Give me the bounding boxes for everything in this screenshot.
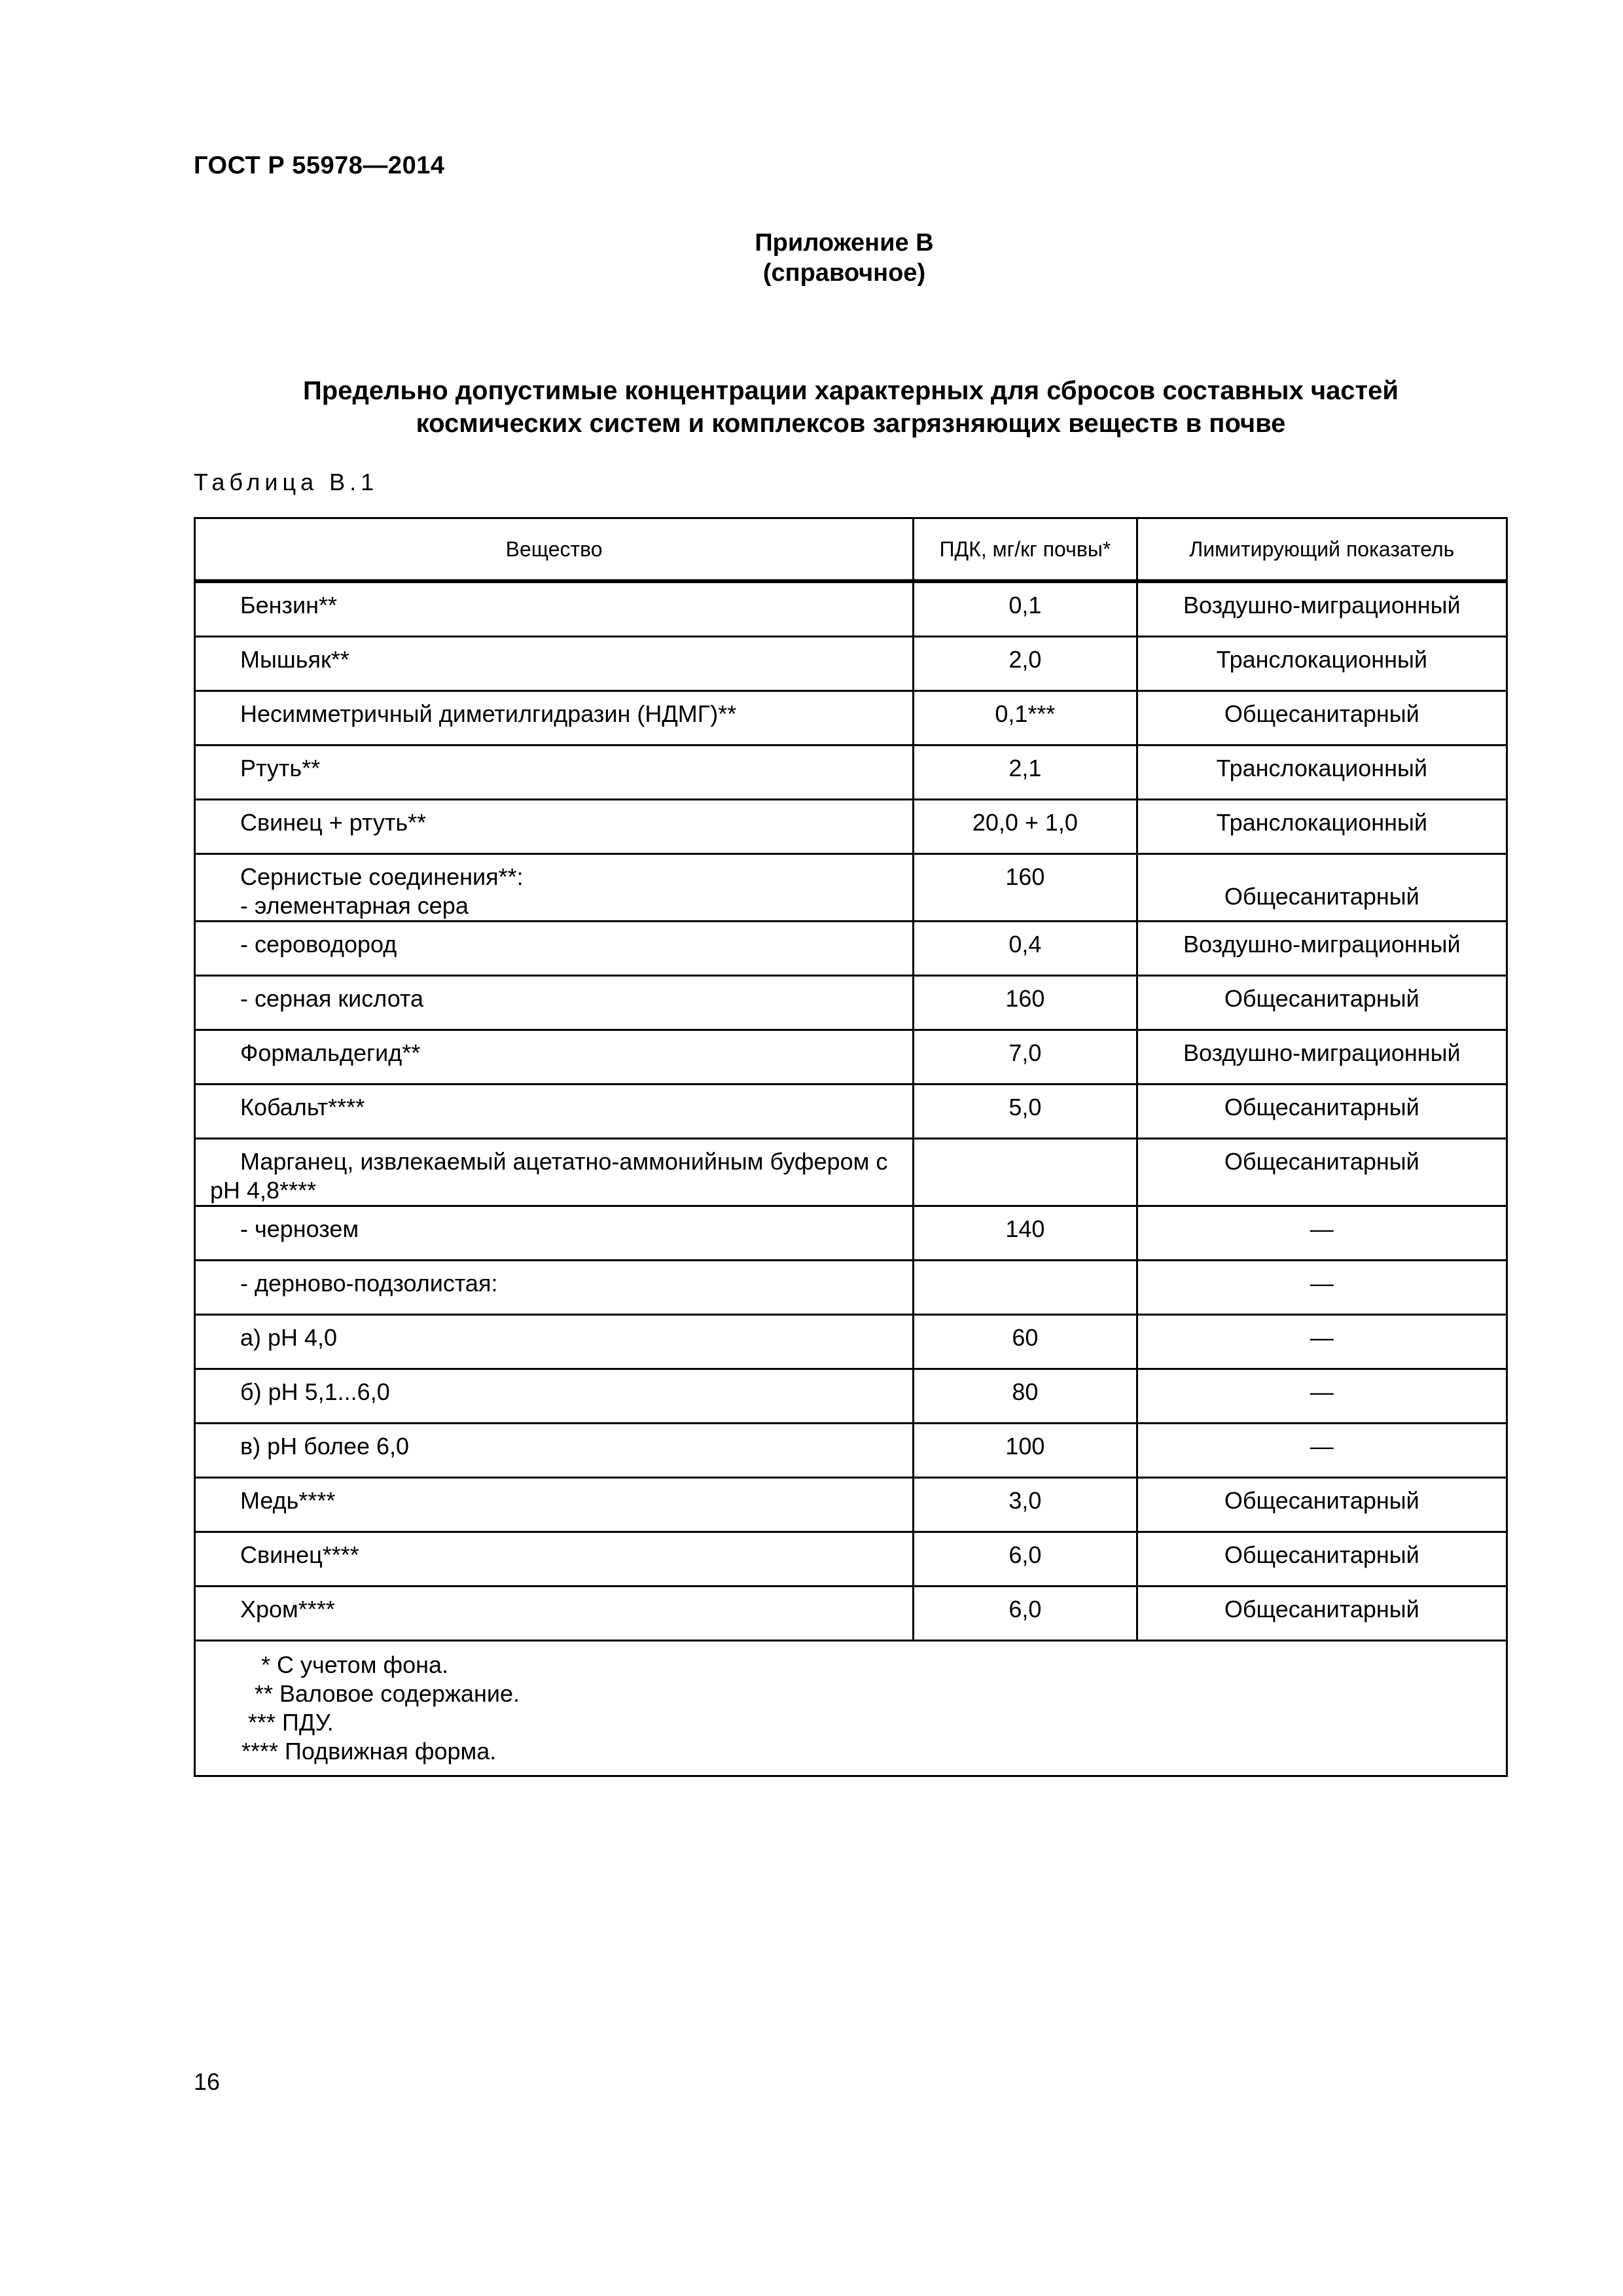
cell-mpc: 3,0 (914, 1478, 1137, 1532)
cell-mpc: 160 (914, 976, 1137, 1030)
note-mobile-form: **** Подвижная форма. (241, 1738, 497, 1765)
cell-indicator: Общесанитарный (1137, 1478, 1507, 1532)
cell-mpc (914, 1139, 1137, 1206)
cell-substance: Формальдегид** (195, 1030, 914, 1085)
cell-indicator: Общесанитарный (1137, 976, 1507, 1030)
cell-substance: Свинец**** (195, 1532, 914, 1587)
cell-indicator: Общесанитарный (1137, 854, 1507, 922)
cell-substance: Свинец + ртуть** (195, 800, 914, 854)
cell-mpc: 7,0 (914, 1030, 1137, 1085)
note-pdu: *** ПДУ. (241, 1709, 334, 1736)
cell-indicator: Транслокационный (1137, 637, 1507, 691)
cell-mpc: 140 (914, 1206, 1137, 1261)
cell-indicator: — (1137, 1206, 1507, 1261)
cell-substance-line2: - элементарная сера (240, 892, 469, 919)
table-row (195, 1369, 1507, 1424)
cell-indicator: — (1137, 1424, 1507, 1478)
table-row (195, 1424, 1507, 1478)
table-row (195, 1261, 1507, 1315)
cell-mpc: 5,0 (914, 1085, 1137, 1139)
cell-mpc: 6,0 (914, 1532, 1137, 1587)
table-row (195, 1085, 1507, 1139)
cell-indicator: Воздушно-миграционный (1137, 922, 1507, 976)
table-row (195, 1206, 1507, 1261)
table-row (195, 922, 1507, 976)
cell-substance: Хром**** (195, 1587, 914, 1641)
appendix-subtitle: (справочное) (762, 259, 926, 287)
cell-indicator: Воздушно-миграционный (1137, 1030, 1507, 1085)
cell-substance: б) рН 5,1...6,0 (195, 1369, 914, 1424)
table-row (195, 1587, 1507, 1641)
cell-substance: - серная кислота (195, 976, 914, 1030)
document-title-line2: космических систем и комплексов загрязняющих веществ в почве (416, 409, 1286, 438)
cell-substance: Кобальт**** (195, 1085, 914, 1139)
table-row (195, 745, 1507, 800)
cell-indicator: Общесанитарный (1137, 1139, 1507, 1206)
table-row (195, 800, 1507, 854)
cell-substance: - сероводород (195, 922, 914, 976)
document-title-line1: Предельно допустимые концентрации характерных для сбросов составных частей (303, 376, 1399, 405)
cell-mpc: 20,0 + 1,0 (914, 800, 1137, 854)
cell-substance: Несимметричный диметилгидразин (НДМГ)** (195, 691, 914, 745)
cell-substance: - дерново-подзолистая: (195, 1261, 914, 1315)
cell-indicator: — (1137, 1315, 1507, 1369)
cell-mpc (914, 1261, 1137, 1315)
table-notes-row (195, 1641, 1507, 1776)
note-background: * С учетом фона. (241, 1651, 449, 1678)
cell-mpc: 0,4 (914, 922, 1137, 976)
cell-substance (195, 854, 914, 922)
table-notes (195, 1641, 1507, 1776)
cell-mpc: 6,0 (914, 1587, 1137, 1641)
cell-substance: - чернозем (195, 1206, 914, 1261)
cell-mpc: 2,0 (914, 637, 1137, 691)
appendix-heading (0, 228, 1623, 288)
cell-mpc: 60 (914, 1315, 1137, 1369)
cell-indicator: Воздушно-миграционный (1137, 581, 1507, 637)
cell-substance: Ртуть** (195, 745, 914, 800)
cell-indicator: — (1137, 1369, 1507, 1424)
table-row (195, 691, 1507, 745)
cell-indicator: Общесанитарный (1137, 691, 1507, 745)
table-row (195, 581, 1507, 637)
table-row (195, 976, 1507, 1030)
cell-substance: в) рН более 6,0 (195, 1424, 914, 1478)
note-gross-content: ** Валовое содержание. (241, 1680, 520, 1707)
cell-substance: а) рН 4,0 (195, 1315, 914, 1369)
table-caption: Таблица В.1 (194, 469, 379, 495)
table-row (195, 1478, 1507, 1532)
header-substance: Вещество (195, 518, 914, 582)
cell-indicator: Общесанитарный (1137, 1532, 1507, 1587)
cell-indicator: Транслокационный (1137, 800, 1507, 854)
header-mpc: ПДК, мг/кг почвы* (914, 518, 1137, 582)
table-row (195, 1139, 1507, 1206)
cell-mpc: 160 (914, 854, 1137, 922)
document-title (194, 374, 1508, 440)
table-row (195, 1532, 1507, 1587)
table-header-row (195, 518, 1507, 582)
cell-substance: Бензин** (195, 581, 914, 637)
cell-mpc: 2,1 (914, 745, 1137, 800)
cell-substance: Марганец, извлекаемый ацетатно-аммонийным буфером с рН 4,8**** (195, 1139, 914, 1206)
cell-mpc: 0,1*** (914, 691, 1137, 745)
cell-mpc: 100 (914, 1424, 1137, 1478)
cell-substance-line1: Сернистые соединения**: (240, 863, 524, 890)
cell-substance: Мышьяк** (195, 637, 914, 691)
cell-mpc: 0,1 (914, 581, 1137, 637)
cell-indicator: Транслокационный (1137, 745, 1507, 800)
appendix-title: Приложение В (755, 229, 934, 257)
mpc-table (194, 517, 1508, 1777)
page-number: 16 (194, 2068, 221, 2095)
cell-indicator: Общесанитарный (1137, 1587, 1507, 1641)
table-row (195, 1315, 1507, 1369)
table-container (194, 517, 1508, 1777)
cell-mpc: 80 (914, 1369, 1137, 1424)
cell-substance: Медь**** (195, 1478, 914, 1532)
cell-indicator: — (1137, 1261, 1507, 1315)
table-row (195, 1030, 1507, 1085)
table-row (195, 637, 1507, 691)
header-indicator: Лимитирующий показатель (1137, 518, 1507, 582)
cell-indicator: Общесанитарный (1137, 1085, 1507, 1139)
table-row (195, 854, 1507, 922)
standard-id: ГОСТ Р 55978—2014 (194, 152, 445, 179)
